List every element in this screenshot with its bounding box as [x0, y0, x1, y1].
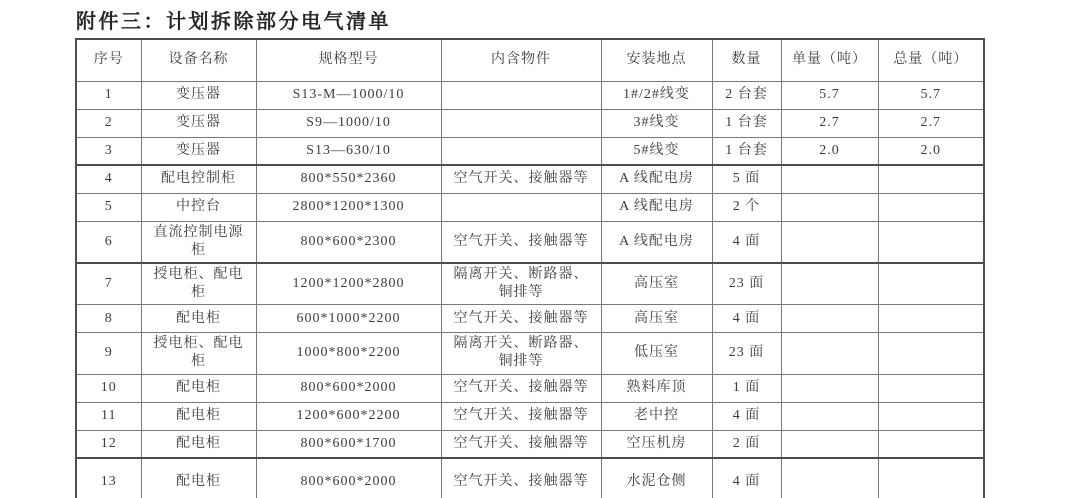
cell-unit-weight-tons — [781, 458, 878, 498]
cell-serial: 2 — [76, 109, 141, 137]
cell-serial: 8 — [76, 305, 141, 333]
table-row — [76, 430, 984, 458]
cell-spec-model: 2800*1200*1300 — [256, 193, 441, 221]
cell-equipment-name: 配电柜 — [141, 402, 256, 430]
cell-contents: 空气开关、接触器等 — [441, 458, 601, 498]
cell-equipment-name: 变压器 — [141, 109, 256, 137]
cell-spec-model: 800*550*2360 — [256, 165, 441, 193]
table-row — [76, 81, 984, 109]
column-header-contents: 内含物件 — [441, 39, 601, 81]
column-header-equipment-name: 设备名称 — [141, 39, 256, 81]
cell-unit-weight-tons — [781, 430, 878, 458]
cell-location: 高压室 — [601, 305, 712, 333]
cell-serial: 4 — [76, 165, 141, 193]
cell-contents: 空气开关、接触器等 — [441, 221, 601, 263]
page-title: 附件三：计划拆除部分电气清单 — [76, 11, 391, 33]
cell-equipment-name: 直流控制电源柜 — [141, 221, 256, 263]
cell-location: A 线配电房 — [601, 221, 712, 263]
cell-quantity: 23 面 — [712, 263, 781, 305]
cell-location: A 线配电房 — [601, 193, 712, 221]
cell-unit-weight-tons — [781, 263, 878, 305]
cell-equipment-name: 配电柜 — [141, 430, 256, 458]
cell-contents: 空气开关、接触器等 — [441, 305, 601, 333]
cell-location: 1#/2#线变 — [601, 81, 712, 109]
cell-equipment-name: 配电柜 — [141, 374, 256, 402]
cell-serial: 6 — [76, 221, 141, 263]
cell-contents — [441, 109, 601, 137]
cell-equipment-name: 变压器 — [141, 137, 256, 165]
cell-location: 低压室 — [601, 333, 712, 374]
table-row — [76, 305, 984, 333]
cell-total-weight-tons — [878, 333, 984, 374]
cell-quantity: 4 面 — [712, 221, 781, 263]
cell-quantity: 2 台套 — [712, 81, 781, 109]
cell-unit-weight-tons — [781, 333, 878, 374]
cell-serial: 1 — [76, 81, 141, 109]
column-header-total-weight-tons: 总量（吨） — [878, 39, 984, 81]
cell-total-weight-tons — [878, 193, 984, 221]
cell-spec-model: 800*600*2300 — [256, 221, 441, 263]
cell-contents: 空气开关、接触器等 — [441, 402, 601, 430]
table-row — [76, 165, 984, 193]
cell-location: 5#线变 — [601, 137, 712, 165]
cell-contents: 隔离开关、断路器、铜排等 — [441, 333, 601, 374]
cell-unit-weight-tons — [781, 374, 878, 402]
cell-spec-model: S13—630/10 — [256, 137, 441, 165]
cell-location: A 线配电房 — [601, 165, 712, 193]
cell-location: 空压机房 — [601, 430, 712, 458]
cell-spec-model: S13-M—1000/10 — [256, 81, 441, 109]
cell-total-weight-tons — [878, 402, 984, 430]
cell-contents: 隔离开关、断路器、铜排等 — [441, 263, 601, 305]
cell-equipment-name: 配电柜 — [141, 458, 256, 498]
cell-location: 水泥仓侧 — [601, 458, 712, 498]
cell-equipment-name: 配电控制柜 — [141, 165, 256, 193]
cell-unit-weight-tons — [781, 165, 878, 193]
cell-serial: 11 — [76, 402, 141, 430]
cell-spec-model: S9—1000/10 — [256, 109, 441, 137]
cell-unit-weight-tons: 5.7 — [781, 81, 878, 109]
cell-serial: 9 — [76, 333, 141, 374]
column-header-location: 安装地点 — [601, 39, 712, 81]
cell-quantity: 1 面 — [712, 374, 781, 402]
table-row — [76, 137, 984, 165]
cell-contents: 空气开关、接触器等 — [441, 165, 601, 193]
cell-total-weight-tons: 2.7 — [878, 109, 984, 137]
cell-location: 3#线变 — [601, 109, 712, 137]
cell-spec-model: 800*600*1700 — [256, 430, 441, 458]
cell-total-weight-tons: 5.7 — [878, 81, 984, 109]
cell-unit-weight-tons — [781, 221, 878, 263]
table-body — [76, 81, 984, 498]
cell-quantity: 4 面 — [712, 402, 781, 430]
column-header-serial: 序号 — [76, 39, 141, 81]
table-row — [76, 458, 984, 498]
table-row — [76, 109, 984, 137]
cell-serial: 7 — [76, 263, 141, 305]
cell-total-weight-tons — [878, 305, 984, 333]
cell-equipment-name: 授电柜、配电柜 — [141, 263, 256, 305]
cell-quantity: 4 面 — [712, 305, 781, 333]
cell-total-weight-tons — [878, 374, 984, 402]
cell-quantity: 5 面 — [712, 165, 781, 193]
column-header-unit-weight-tons: 单量（吨） — [781, 39, 878, 81]
cell-serial: 13 — [76, 458, 141, 498]
cell-spec-model: 800*600*2000 — [256, 458, 441, 498]
cell-quantity: 23 面 — [712, 333, 781, 374]
cell-location: 熟料库顶 — [601, 374, 712, 402]
table-row — [76, 263, 984, 305]
cell-unit-weight-tons — [781, 193, 878, 221]
cell-contents — [441, 193, 601, 221]
cell-unit-weight-tons — [781, 305, 878, 333]
cell-serial: 3 — [76, 137, 141, 165]
column-header-spec-model: 规格型号 — [256, 39, 441, 81]
cell-spec-model: 1000*800*2200 — [256, 333, 441, 374]
header-row — [76, 39, 984, 81]
cell-unit-weight-tons — [781, 402, 878, 430]
table-row — [76, 193, 984, 221]
cell-total-weight-tons — [878, 263, 984, 305]
cell-contents — [441, 137, 601, 165]
table-row — [76, 333, 984, 374]
cell-contents: 空气开关、接触器等 — [441, 430, 601, 458]
cell-spec-model: 800*600*2000 — [256, 374, 441, 402]
cell-quantity: 2 个 — [712, 193, 781, 221]
cell-equipment-name: 中控台 — [141, 193, 256, 221]
cell-serial: 5 — [76, 193, 141, 221]
cell-contents — [441, 81, 601, 109]
column-header-quantity: 数量 — [712, 39, 781, 81]
table-row — [76, 374, 984, 402]
cell-total-weight-tons — [878, 165, 984, 193]
cell-spec-model: 1200*1200*2800 — [256, 263, 441, 305]
cell-equipment-name: 变压器 — [141, 81, 256, 109]
table-header — [76, 39, 984, 81]
cell-quantity: 1 台套 — [712, 137, 781, 165]
cell-unit-weight-tons: 2.7 — [781, 109, 878, 137]
table-row — [76, 221, 984, 263]
cell-contents: 空气开关、接触器等 — [441, 374, 601, 402]
cell-equipment-name: 配电柜 — [141, 305, 256, 333]
cell-total-weight-tons — [878, 430, 984, 458]
cell-spec-model: 600*1000*2200 — [256, 305, 441, 333]
cell-total-weight-tons — [878, 221, 984, 263]
cell-serial: 10 — [76, 374, 141, 402]
cell-quantity: 4 面 — [712, 458, 781, 498]
cell-quantity: 2 面 — [712, 430, 781, 458]
cell-location: 老中控 — [601, 402, 712, 430]
cell-quantity: 1 台套 — [712, 109, 781, 137]
cell-unit-weight-tons: 2.0 — [781, 137, 878, 165]
electrical-dismantle-list-table — [75, 38, 985, 498]
cell-serial: 12 — [76, 430, 141, 458]
cell-total-weight-tons: 2.0 — [878, 137, 984, 165]
cell-equipment-name: 授电柜、配电柜 — [141, 333, 256, 374]
cell-spec-model: 1200*600*2200 — [256, 402, 441, 430]
table-row — [76, 402, 984, 430]
cell-total-weight-tons — [878, 458, 984, 498]
cell-location: 高压室 — [601, 263, 712, 305]
